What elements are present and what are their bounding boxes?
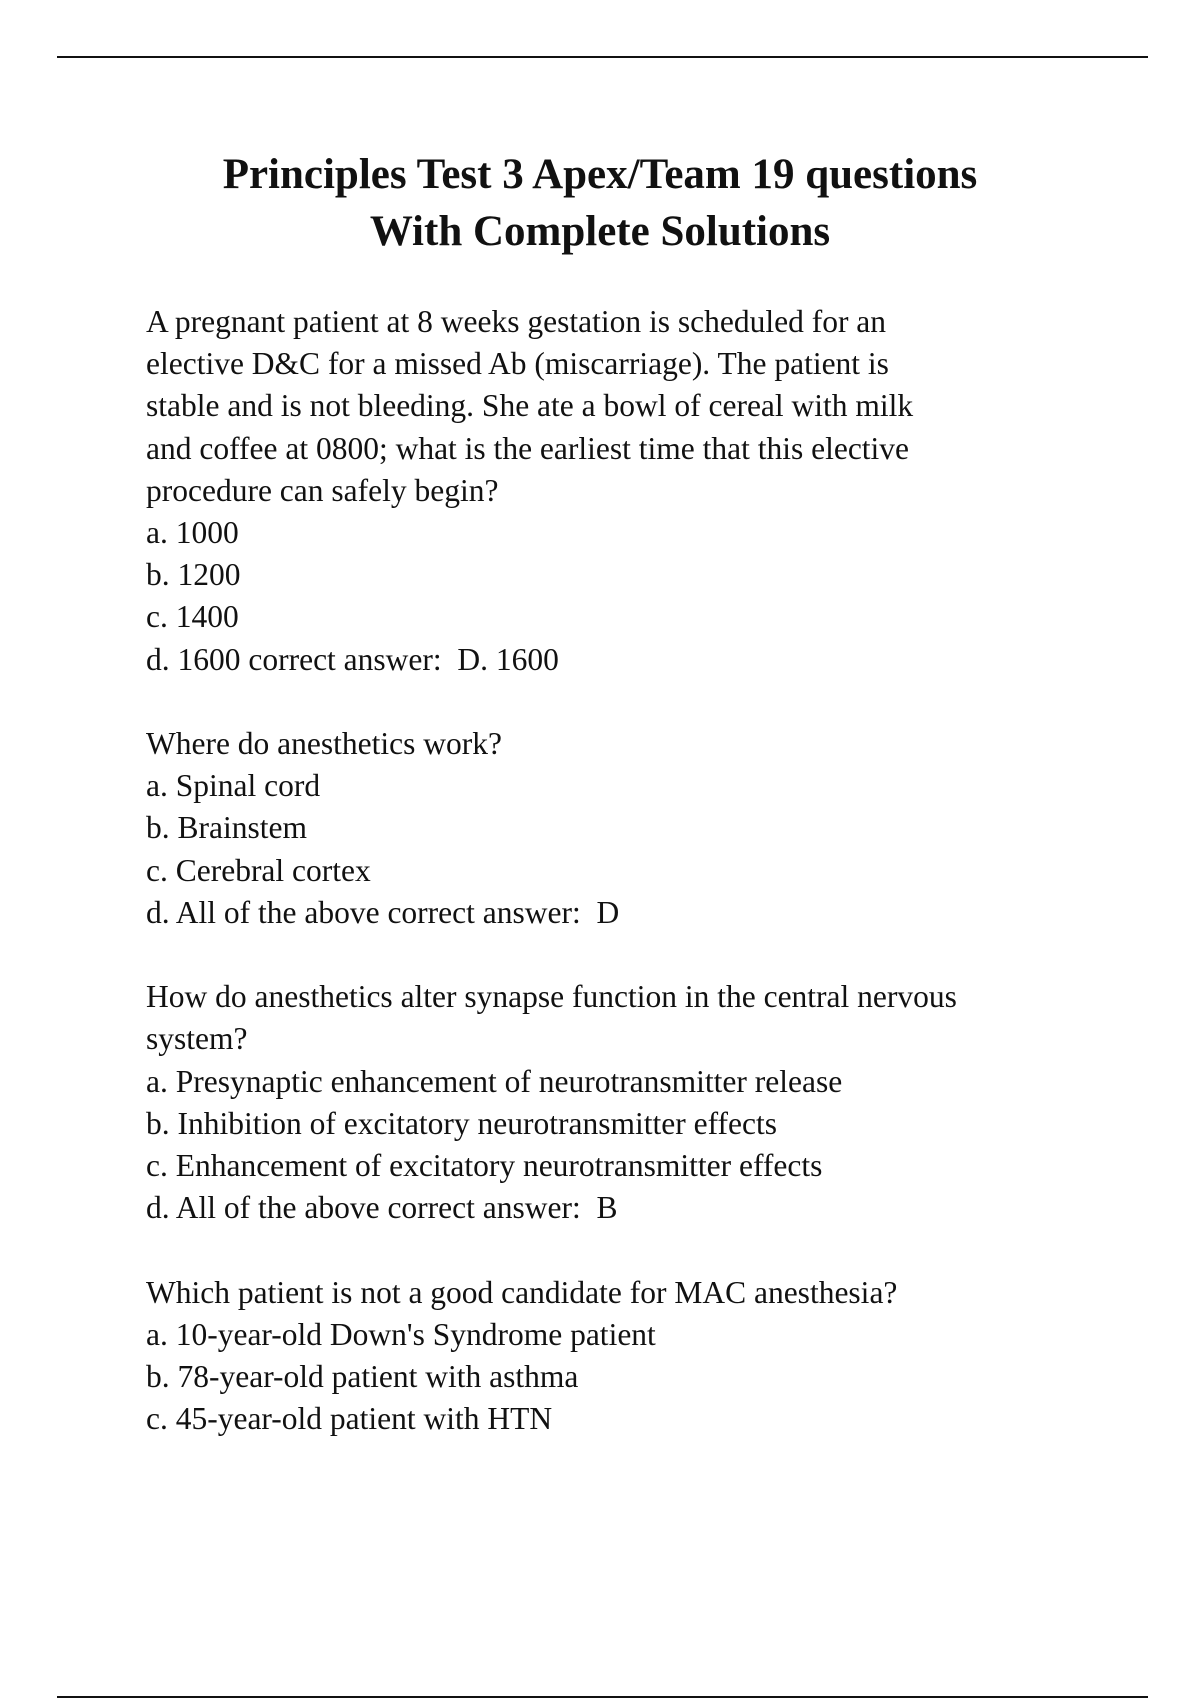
answer-option: a. Spinal cord (146, 768, 321, 804)
question-stem-line: elective D&C for a missed Ab (miscarriage). The patient is (146, 346, 889, 382)
answer-option: b. 78-year-old patient with asthma (146, 1359, 579, 1395)
answer-option: b. Brainstem (146, 810, 307, 846)
question-stem-line: A pregnant patient at 8 weeks gestation is scheduled for an (146, 304, 887, 339)
title-line-1: Principles Test 3 Apex/Team 19 questions (222, 151, 978, 198)
question-stem-line: Which patient is not a good candidate for MAC anesthesia? (146, 1274, 898, 1310)
question-block (146, 301, 1106, 681)
question-stem-line: Where do anesthetics work? (146, 726, 502, 762)
question-stem-line: system? (146, 1021, 248, 1057)
questions-body (146, 301, 1106, 1483)
header-rule (57, 56, 1148, 58)
answer-option: d. All of the above correct answer: D (146, 894, 620, 930)
answer-option: a. 1000 (146, 515, 239, 551)
question-block (146, 723, 1106, 934)
answer-option: b. Inhibition of excitatory neurotransmitter effects (146, 1105, 777, 1141)
answer-option: c. 1400 (146, 599, 239, 635)
answer-option: c. 45-year-old patient with HTN (146, 1401, 553, 1437)
question-stem-line: stable and is not bleeding. She ate a bowl of cereal with milk (146, 388, 914, 424)
answer-option: a. 10-year-old Down's Syndrome patient (146, 1316, 656, 1352)
question-stem-line: How do anesthetics alter synapse function in the central nervous (146, 979, 957, 1015)
question-stem-line: procedure can safely begin? (146, 472, 499, 508)
question-block (146, 976, 1106, 1229)
answer-option: b. 1200 (146, 557, 241, 593)
question-block (146, 1272, 1106, 1441)
title-line-2: With Complete Solutions (369, 208, 831, 255)
answer-option: a. Presynaptic enhancement of neurotransmitter release (146, 1063, 843, 1099)
question-stem-line: and coffee at 0800; what is the earliest time that this elective (146, 430, 910, 466)
answer-option: d. All of the above correct answer: B (146, 1190, 618, 1226)
document-title (0, 146, 1200, 260)
answer-option: c. Enhancement of excitatory neurotransmitter effects (146, 1148, 823, 1184)
answer-option: c. Cerebral cortex (146, 852, 371, 888)
answer-option: d. 1600 correct answer: D. 1600 (146, 641, 559, 677)
footer-rule (57, 1696, 1148, 1698)
